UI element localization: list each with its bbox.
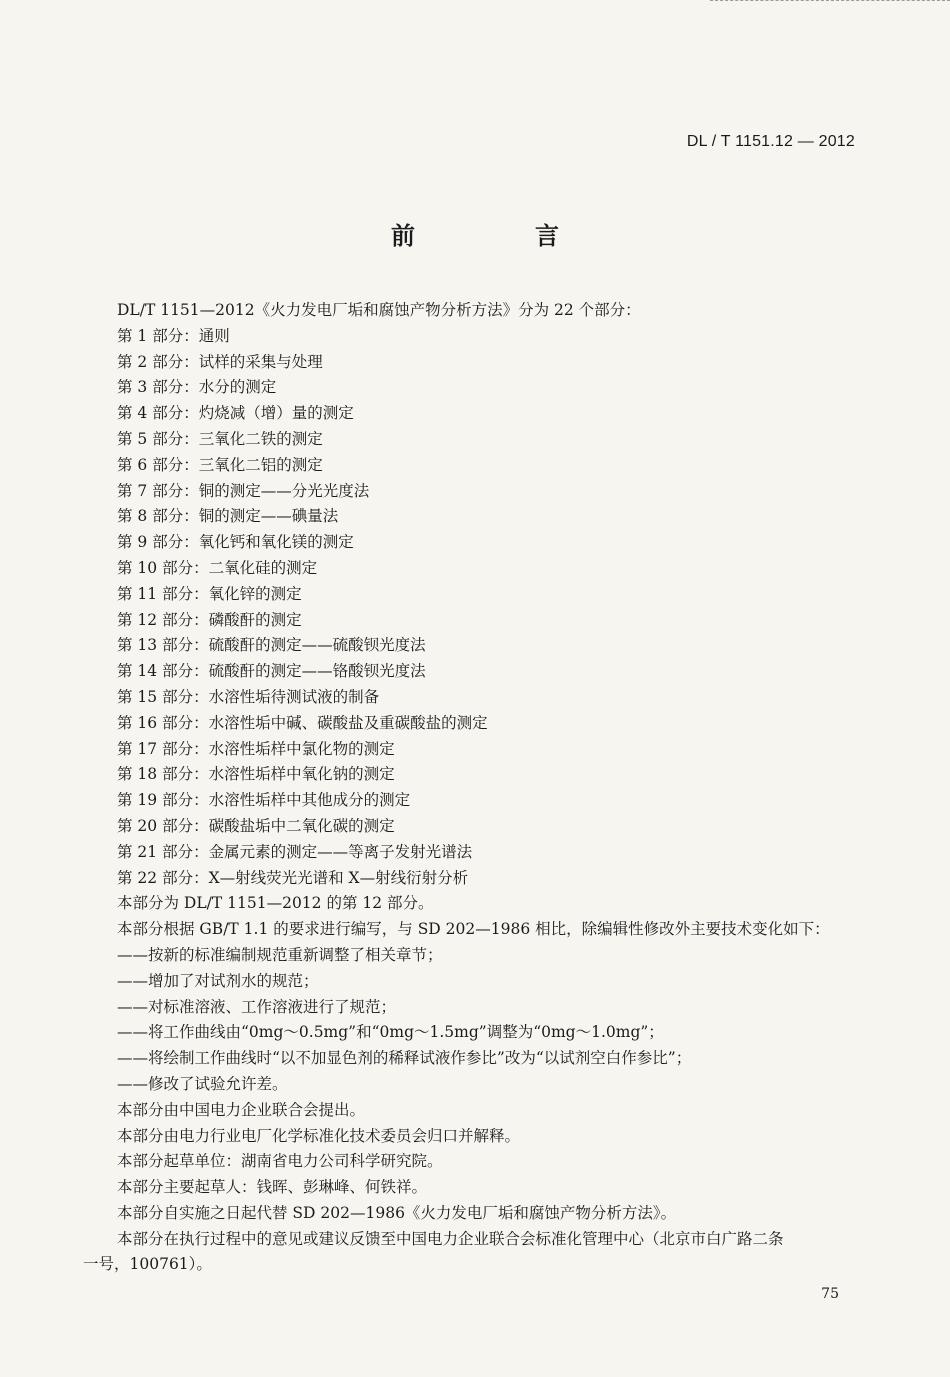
list-item: 第 6 部分：三氧化二铝的测定 [117,455,323,474]
managed-by-paragraph: 本部分由电力行业电厂化学标准化技术委员会归口并解释。 [117,1126,521,1145]
feedback-line-2: 一号，100761）。 [83,1255,212,1274]
list-item: 第 18 部分：水溶性垢样中氧化钠的测定 [117,765,395,784]
list-item: 第 12 部分：磷酸酐的测定 [117,610,302,629]
list-item: 第 22 部分：X—射线荧光光谱和 X—射线衍射分析 [117,868,469,887]
list-item: 第 14 部分：硫酸酐的测定——铬酸钡光度法 [117,662,426,681]
parts-list [117,324,857,892]
list-item: 第 4 部分：灼烧减（增）量的测定 [117,404,354,423]
list-item: 第 9 部分：氧化钙和氧化镁的测定 [117,533,354,552]
list-item: 第 13 部分：硫酸酐的测定——硫酸钡光度法 [117,636,426,655]
standard-code: DL / T 1151.12 — 2012 [686,133,855,150]
drafting-unit-paragraph: 本部分起草单位：湖南省电力公司科学研究院。 [117,1152,443,1171]
page-number: 75 [821,1286,839,1302]
list-item: 第 7 部分：铜的测定——分光光度法 [117,481,370,500]
feedback-line-1: 本部分在执行过程中的意见或建议反馈至中国电力企业联合会标准化管理中心（北京市白广路二条 [117,1229,784,1248]
foreword-body [83,298,857,1278]
list-item: 第 16 部分：水溶性垢中碱、碳酸盐及重碳酸盐的测定 [117,713,488,732]
list-item: 第 19 部分：水溶性垢样中其他成分的测定 [117,791,411,810]
feedback-paragraph [83,1227,857,1279]
proposed-by-paragraph: 本部分由中国电力企业联合会提出。 [117,1100,366,1119]
list-item: 第 10 部分：二氧化硅的测定 [117,558,318,577]
page-title: 前 言 [391,222,607,250]
list-item: 第 5 部分：三氧化二铁的测定 [117,429,323,448]
list-item: 第 3 部分：水分的测定 [117,378,277,397]
this-part-paragraph: 本部分为 DL/T 1151—2012 的第 12 部分。 [117,894,434,913]
drafters-paragraph: 本部分主要起草人：钱晖、彭琳峰、何铁祥。 [117,1178,428,1197]
list-item: ——按新的标准编制规范重新调整了相关章节； [117,945,443,964]
replaces-paragraph: 本部分自实施之日起代替 SD 202—1986《火力发电厂垢和腐蚀产物分析方法》。 [117,1203,677,1222]
list-item: ——修改了试验允许差。 [117,1074,288,1093]
intro-paragraph: DL/T 1151—2012《火力发电厂垢和腐蚀产物分析方法》分为 22 个部分： [117,301,641,319]
list-item: 第 11 部分：氧化锌的测定 [117,584,302,603]
list-item: 第 1 部分：通则 [117,326,230,345]
changes-list [117,943,857,1098]
list-item: 第 2 部分：试样的采集与处理 [117,352,323,371]
top-edge-rule [710,0,950,1]
list-item: ——将绘制工作曲线时“以不加显色剂的稀释试液作参比”改为“以试剂空白作参比”； [117,1049,692,1068]
list-item: ——增加了对试剂水的规范； [117,971,319,990]
list-item: 第 21 部分：金属元素的测定——等离子发射光谱法 [117,842,473,861]
list-item: 第 8 部分：铜的测定——碘量法 [117,507,339,526]
changes-intro-paragraph: 本部分根据 GB/T 1.1 的要求进行编写，与 SD 202—1986 相比，除编辑性修改外主要技术变化如下： [117,920,830,939]
list-item: ——将工作曲线由“0mg～0.5mg”和“0mg～1.5mg”调整为“0mg～1.0mg”； [117,1023,664,1042]
list-item: ——对标准溶液、工作溶液进行了规范； [117,997,397,1016]
list-item: 第 17 部分：水溶性垢样中氯化物的测定 [117,739,395,758]
list-item: 第 15 部分：水溶性垢待测试液的制备 [117,687,380,706]
list-item: 第 20 部分：碳酸盐垢中二氧化碳的测定 [117,816,395,835]
